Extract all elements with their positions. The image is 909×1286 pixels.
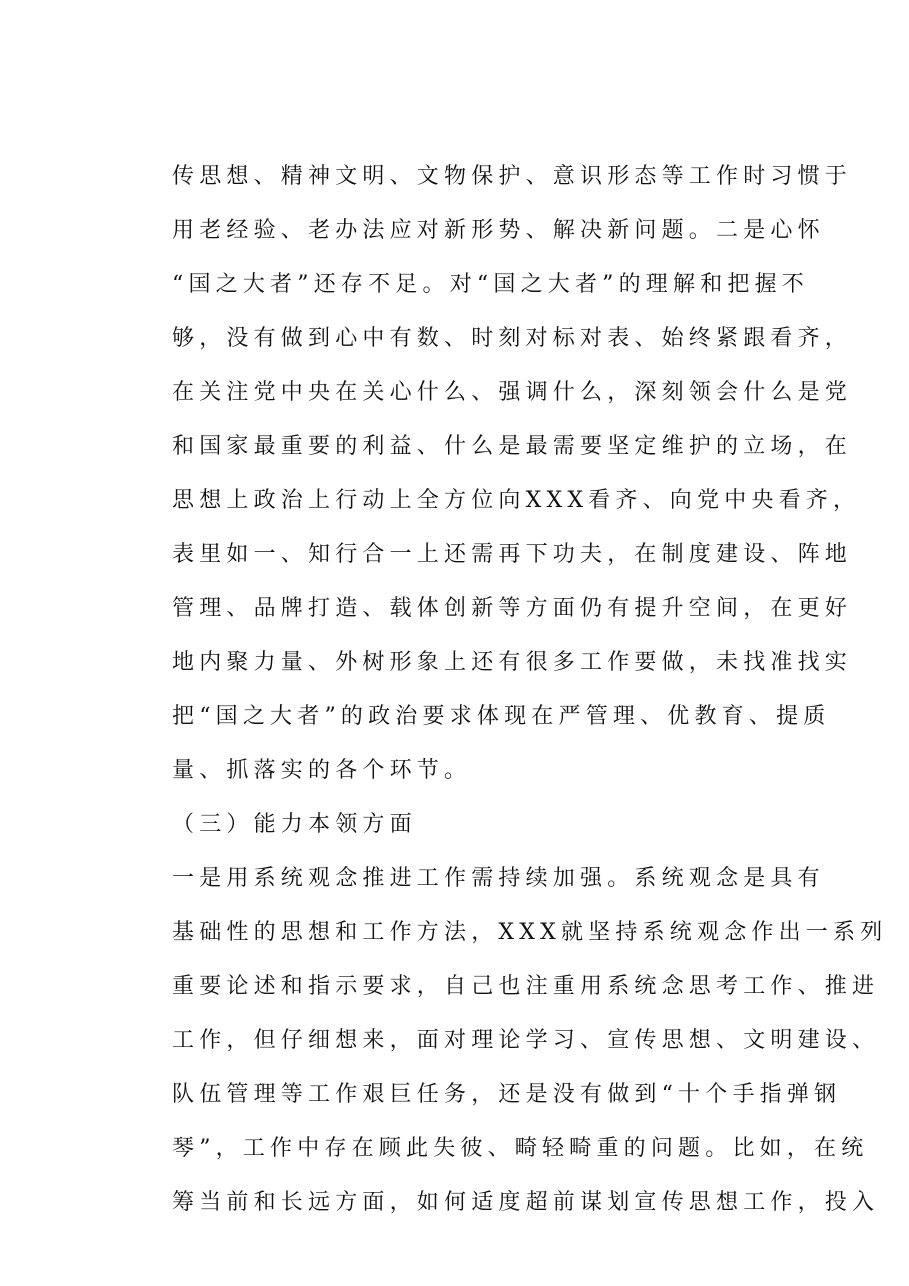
paragraph-1-line-6: 和国家最重要的利益、什么是最需要坚定维护的立场，在 [172, 434, 853, 459]
paragraph-1-line-7: 思想上政治上行动上全方位向XXX看齐、向党中央看齐， [172, 488, 861, 513]
paragraph-2-line-1: 一是用系统观念推进工作需持续加强。系统观念是具有 [172, 866, 825, 891]
paragraph-2-line-2: 基础性的思想和工作方法，XXX就坚持系统观念作出一系列 [172, 920, 888, 945]
paragraph-2-line-5: 队伍管理等工作艰巨任务，还是没有做到“十个手指弹钢 [172, 1082, 842, 1107]
paragraph-1-line-12: 量、抓落实的各个环节。 [172, 758, 472, 783]
paragraph-1-line-3: “国之大者”还存不足。对“国之大者”的理解和把握不 [172, 272, 809, 297]
paragraph-2-line-7: 筹当前和长远方面，如何适度超前谋划宣传思想工作，投入 [172, 1190, 880, 1215]
paragraph-1-line-4: 够，没有做到心中有数、时刻对标对表、始终紧跟看齐， [172, 326, 853, 351]
paragraph-1-line-1: 传思想、精神文明、文物保护、意识形态等工作时习惯于 [172, 164, 853, 189]
paragraph-1-line-5: 在关注党中央在关心什么、强调什么，深刻领会什么是党 [172, 380, 853, 405]
paragraph-1-line-8: 表里如一、知行合一上还需再下功夫，在制度建设、阵地 [172, 542, 853, 567]
paragraph-2-line-6: 琴”，工作中存在顾此失彼、畸轻畸重的问题。比如，在统 [172, 1136, 869, 1161]
paragraph-2-line-3: 重要论述和指示要求，自己也注重用系统念思考工作、推进 [172, 974, 880, 999]
paragraph-1-line-9: 管理、品牌打造、载体创新等方面仍有提升空间，在更好 [172, 596, 853, 621]
section-heading: （三）能力本领方面 [172, 812, 417, 837]
paragraph-1-line-10: 地内聚力量、外树形象上还有很多工作要做，未找准找实 [172, 650, 853, 675]
paragraph-2-line-4: 工作，但仔细想来，面对理论学习、宣传思想、文明建设、 [172, 1028, 880, 1053]
paragraph-1-line-11: 把“国之大者”的政治要求体现在严管理、优教育、提质 [172, 704, 831, 729]
paragraph-1-line-2: 用老经验、老办法应对新形势、解决新问题。二是心怀 [172, 218, 825, 243]
